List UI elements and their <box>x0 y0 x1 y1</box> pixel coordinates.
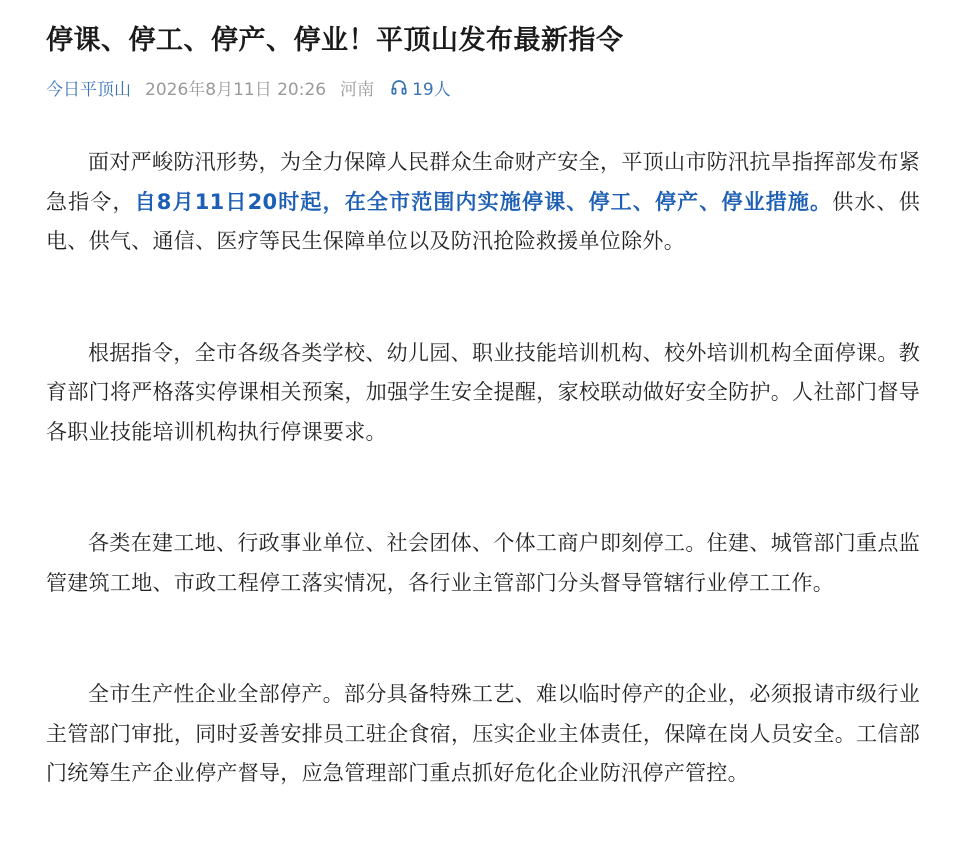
paragraph-text: 面对严峻防汛形势，为全力保障人民群众生命财产安全，平顶山市防汛抗旱指挥部发布紧急指令， <box>46 150 920 214</box>
headphones-icon <box>390 78 408 96</box>
article-meta <box>46 73 920 101</box>
article-title: 停课、停工、停产、停业！平顶山发布最新指令 <box>46 25 624 56</box>
paragraph: 各类在建工地、行政事业单位、社会团体、个体工商户即刻停工。住建、城管部门重点监管建筑工地、市政工程停工落实情况，各行业主管部门分头督导管辖行业停工工作。 <box>46 531 920 595</box>
paragraph-text: 供水、供电、供气、通信、医疗等民生保障单位以及防汛抢险救援单位除外。 <box>46 189 920 253</box>
paragraph: 全市生产性企业全部停产。部分具备特殊工艺、难以临时停产的企业，必须报请市级行业主管部门审批，同时妥善安排员工驻企食宿，压实企业主体责任，保障在岗人员安全。工信部门统筹生产企业停产督导，应急管理部门重点抓好危化企业防汛停产管控。 <box>46 682 920 785</box>
publish-date: 2026年8月11日 20:26 <box>145 79 327 100</box>
paragraph <box>46 143 920 262</box>
listen-count-label: 19人 <box>412 79 451 100</box>
paragraph: 根据指令，全市各级各类学校、幼儿园、职业技能培训机构、校外培训机构全面停课。教育部门将严格落实停课相关预案，加强学生安全提醒，家校联动做好安全防护。人社部门督导各职业技能培训机构执行停课要求。 <box>46 340 920 444</box>
source-link[interactable]: 今日平顶山 <box>46 79 131 100</box>
highlighted-text: 自8月11日20时起，在全市范围内实施停课、停工、停产、停业措施。 <box>134 189 833 214</box>
listen-count[interactable] <box>390 75 451 100</box>
region-label: 河南 <box>340 79 375 100</box>
article-body <box>46 143 920 794</box>
